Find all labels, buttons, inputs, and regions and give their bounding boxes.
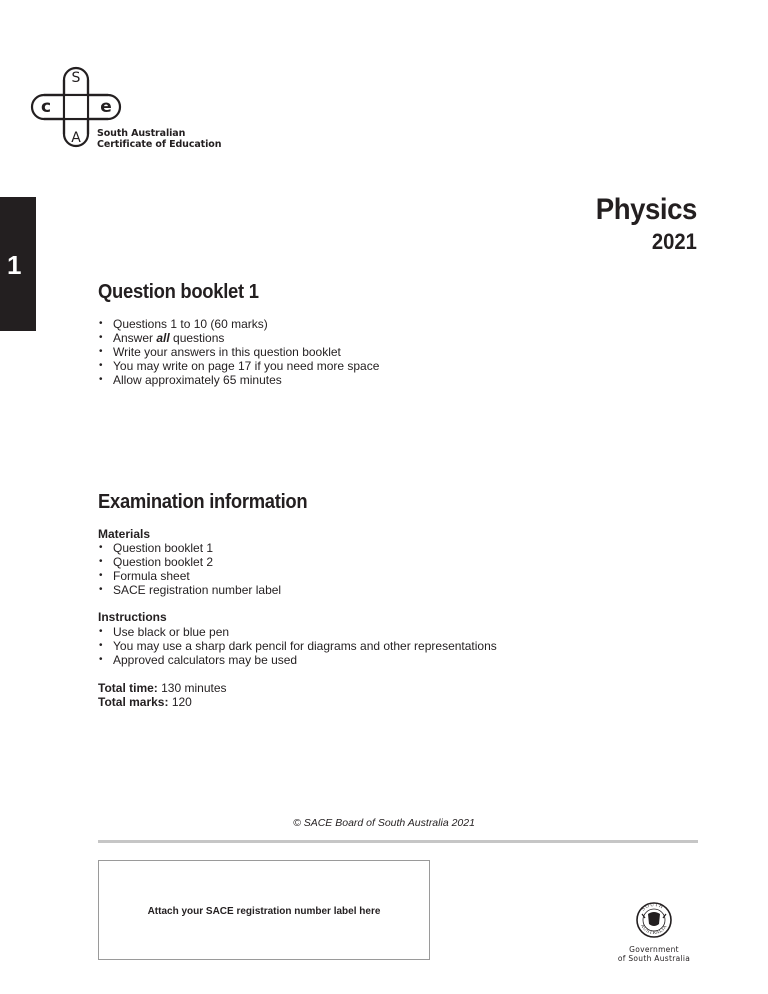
total-marks-label: Total marks: <box>98 695 169 709</box>
list-item: • Allow approximately 65 minutes <box>98 373 379 387</box>
logo-wordmark <box>97 129 221 150</box>
item-suffix: questions <box>169 331 225 345</box>
logo-line-2: Certificate of Education <box>97 138 222 150</box>
logo-letter-a: A <box>71 130 81 146</box>
list-item: • Questions 1 to 10 (60 marks) <box>98 317 379 331</box>
gov-line-2: of South Australia <box>617 954 691 963</box>
list-item: • Write your answers in this question booklet <box>98 345 379 359</box>
footer-divider <box>98 840 698 843</box>
materials-list <box>98 541 281 597</box>
list-item: • You may use a sharp dark pencil for diagrams and other representations <box>98 639 497 653</box>
seal-top-text: SOUTH <box>641 902 665 913</box>
materials-label: Materials <box>98 527 151 541</box>
item-prefix: Answer <box>113 331 157 345</box>
logo-line-1: South Australian <box>97 128 186 139</box>
list-item: • You may write on page 17 if you need more space <box>98 359 379 373</box>
list-item <box>98 331 379 345</box>
svg-text:SOUTH <box>640 902 664 913</box>
booklet-number-tab <box>0 197 36 331</box>
list-item: • Use black or blue pen <box>98 625 497 639</box>
total-marks <box>98 695 192 709</box>
exam-info-heading: Examination information <box>98 491 308 513</box>
seal-bottom-text: AUSTRALIA <box>639 923 669 937</box>
instructions-list <box>98 625 497 667</box>
booklet-list <box>98 317 379 387</box>
booklet-heading: Question booklet 1 <box>98 281 259 303</box>
logo-letter-e: e <box>100 97 112 117</box>
list-item: • Question booklet 1 <box>98 541 281 555</box>
government-wordmark <box>596 945 712 963</box>
total-time-label: Total time: <box>98 681 158 695</box>
copyright-notice: © SACE Board of South Australia 2021 <box>293 817 475 829</box>
list-item: • Approved calculators may be used <box>98 653 497 667</box>
instructions-label: Instructions <box>98 610 167 624</box>
total-time-value: 130 minutes <box>161 681 227 695</box>
logo-letter-s: S <box>71 70 81 86</box>
registration-label-box[interactable] <box>98 860 430 960</box>
item-emphasis: all <box>156 331 170 345</box>
logo-letter-c: c <box>40 97 52 117</box>
list-item: • Question booklet 2 <box>98 555 281 569</box>
exam-year: 2021 <box>651 229 697 254</box>
list-item: • SACE registration number label <box>98 583 281 597</box>
label-box-instruction: Attach your SACE registration number label here <box>147 906 381 917</box>
gov-line-1: Government <box>629 945 679 954</box>
list-item: • Formula sheet <box>98 569 281 583</box>
booklet-number: 1 <box>7 250 22 280</box>
subject-title: Physics <box>595 193 697 226</box>
total-marks-value: 120 <box>171 695 192 709</box>
total-time <box>98 681 227 695</box>
